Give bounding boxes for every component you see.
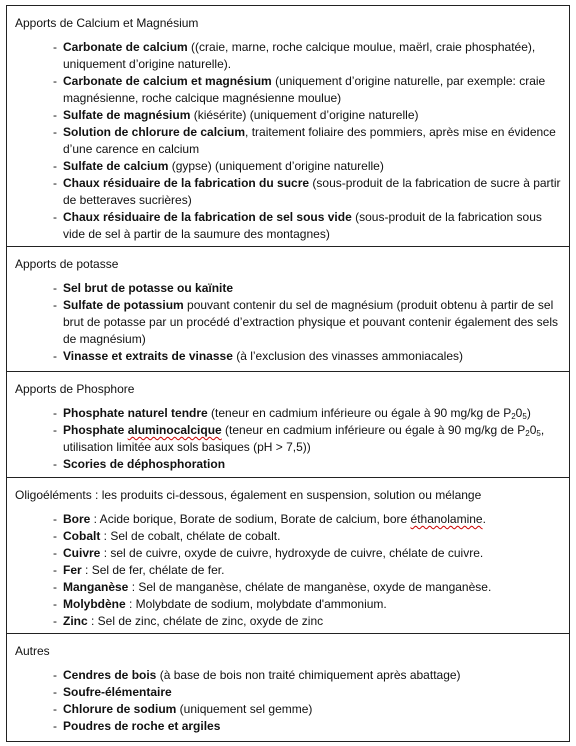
list-item	[53, 456, 561, 473]
item-name: Sulfate de magnésium	[63, 108, 191, 122]
item-description: (uniquement d’origine naturelle, par exemple: craie magnésienne, roche calcique magnésienne moulue)	[63, 74, 546, 105]
item-list	[15, 280, 561, 365]
item-name: Chaux résiduaire de la fabrication du sucre	[63, 176, 310, 190]
fertilizer-table	[6, 5, 570, 742]
item-description: (gypse) (uniquement d’origine naturelle)	[168, 159, 384, 173]
item-description: (uniquement sel gemme)	[176, 702, 313, 716]
list-item	[53, 348, 561, 365]
item-description: 0	[529, 423, 537, 437]
section-title: Apports de potasse	[15, 257, 119, 271]
subscript: 2	[511, 412, 516, 421]
list-item	[53, 297, 561, 348]
item-name: Chaux résiduaire de la fabrication de sel sous vide	[63, 210, 352, 224]
item-name: Sulfate de potassium	[63, 298, 184, 312]
list-item	[53, 667, 561, 684]
section-title: Oligoéléments : les produits ci-dessous, également en suspension, solution ou mélange	[15, 488, 482, 502]
item-description: 0	[515, 406, 523, 420]
list-item	[53, 511, 561, 528]
item-description: (à l’exclusion des vinasses ammoniacales)	[232, 349, 463, 363]
item-name: Zinc	[63, 614, 88, 628]
item-description: (sous-produit de la fabrication sous vide de sel à partir de la saumure des montagnes)	[63, 210, 542, 241]
item-description: : Sel de fer, chélate de fer.	[81, 563, 225, 577]
item-description-spellcheck: éthanolamine	[410, 512, 483, 526]
item-list	[15, 511, 561, 630]
item-name: Cobalt	[63, 529, 101, 543]
list-item	[53, 158, 561, 175]
item-description: : sel de cuivre, oxyde de cuivre, hydroxyde de cuivre, chélate de cuivre.	[100, 546, 484, 560]
item-name: Fer	[63, 563, 82, 577]
section-phosphore	[7, 372, 569, 478]
item-description: (à base de bois non traité chimiquement après abattage)	[156, 668, 461, 682]
list-item	[53, 175, 561, 209]
item-list	[15, 405, 561, 473]
item-name: Solution de chlorure de calcium	[63, 125, 246, 139]
item-description: (teneur en cadmium inférieure ou égale à 90 mg/kg de P	[207, 406, 512, 420]
item-description: (kiésérite) (uniquement d’origine naturelle)	[190, 108, 419, 122]
section-calcium-magnesium	[7, 6, 569, 247]
item-description: : Sel de cobalt, chélate de cobalt.	[100, 529, 281, 543]
list-item	[53, 562, 561, 579]
item-name: Poudres de roche et argiles	[63, 719, 221, 733]
section-title: Apports de Phosphore	[15, 382, 135, 396]
list-item	[53, 596, 561, 613]
item-description: (teneur en cadmium inférieure ou égale à 90 mg/kg de P	[221, 423, 526, 437]
item-name: Phosphate	[63, 423, 128, 437]
list-item	[53, 718, 561, 735]
list-item	[53, 422, 561, 456]
item-description: pouvant contenir du sel de magnésium (produit obtenu à partir de sel brut de potasse par un procédé d’extraction physique et pouvant contenir également des sels de magnésium)	[63, 298, 558, 346]
item-name: Carbonate de calcium et magnésium	[63, 74, 272, 88]
item-description: )	[526, 406, 531, 420]
section-title: Apports de Calcium et Magnésium	[15, 16, 199, 30]
item-name: Vinasse et extraits de vinasse	[63, 349, 233, 363]
item-description: : Sel de zinc, chélate de zinc, oxyde de zinc	[87, 614, 324, 628]
item-description: .	[482, 512, 486, 526]
item-name: Bore	[63, 512, 91, 526]
list-item	[53, 684, 561, 701]
item-list	[15, 39, 561, 243]
list-item	[53, 73, 561, 107]
item-description: (sous-produit de la fabrication de sucre à partir de betteraves sucrières)	[63, 176, 561, 207]
list-item	[53, 124, 561, 158]
section-potasse	[7, 247, 569, 372]
list-item	[53, 528, 561, 545]
list-item	[53, 209, 561, 243]
item-description: , utilisation limitée aux sols basiques (pH > 7,5))	[63, 423, 545, 454]
section-oligoelements	[7, 478, 569, 634]
item-name-spellcheck: aluminocalcique	[127, 423, 222, 437]
item-description: : Molybdate de sodium, molybdate d'ammonium.	[125, 597, 387, 611]
item-name: Molybdène	[63, 597, 126, 611]
section-autres	[7, 634, 569, 741]
subscript: 2	[525, 429, 530, 438]
item-description: : Sel de manganèse, chélate de manganèse, oxyde de manganèse.	[128, 580, 492, 594]
list-item	[53, 107, 561, 124]
item-name: Carbonate de calcium	[63, 40, 188, 54]
subscript: 5	[536, 429, 541, 438]
item-name: Phosphate naturel tendre	[63, 406, 208, 420]
list-item	[53, 613, 561, 630]
item-name: Manganèse	[63, 580, 129, 594]
list-item	[53, 405, 561, 422]
item-description: , traitement foliaire des pommiers, après mise en évidence d’une carence en calcium	[63, 125, 556, 156]
item-description: ((craie, marne, roche calcique moulue, maërl, craie phosphatée), uniquement d’origine naturelle).	[63, 40, 536, 71]
item-name: Cuivre	[63, 546, 101, 560]
list-item	[53, 39, 561, 73]
item-name: Sulfate de calcium	[63, 159, 169, 173]
section-title: Autres	[15, 644, 50, 658]
item-description: : Acide borique, Borate de sodium, Borate de calcium, bore	[90, 512, 411, 526]
item-name: Sel brut de potasse ou kaïnite	[63, 281, 234, 295]
list-item	[53, 280, 561, 297]
item-name: Soufre-élémentaire	[63, 685, 172, 699]
item-name: Scories de déphosphoration	[63, 457, 226, 471]
list-item	[53, 701, 561, 718]
item-name: Chlorure de sodium	[63, 702, 177, 716]
list-item	[53, 545, 561, 562]
subscript: 5	[522, 412, 527, 421]
list-item	[53, 579, 561, 596]
item-list	[15, 667, 561, 735]
item-name: Cendres de bois	[63, 668, 157, 682]
